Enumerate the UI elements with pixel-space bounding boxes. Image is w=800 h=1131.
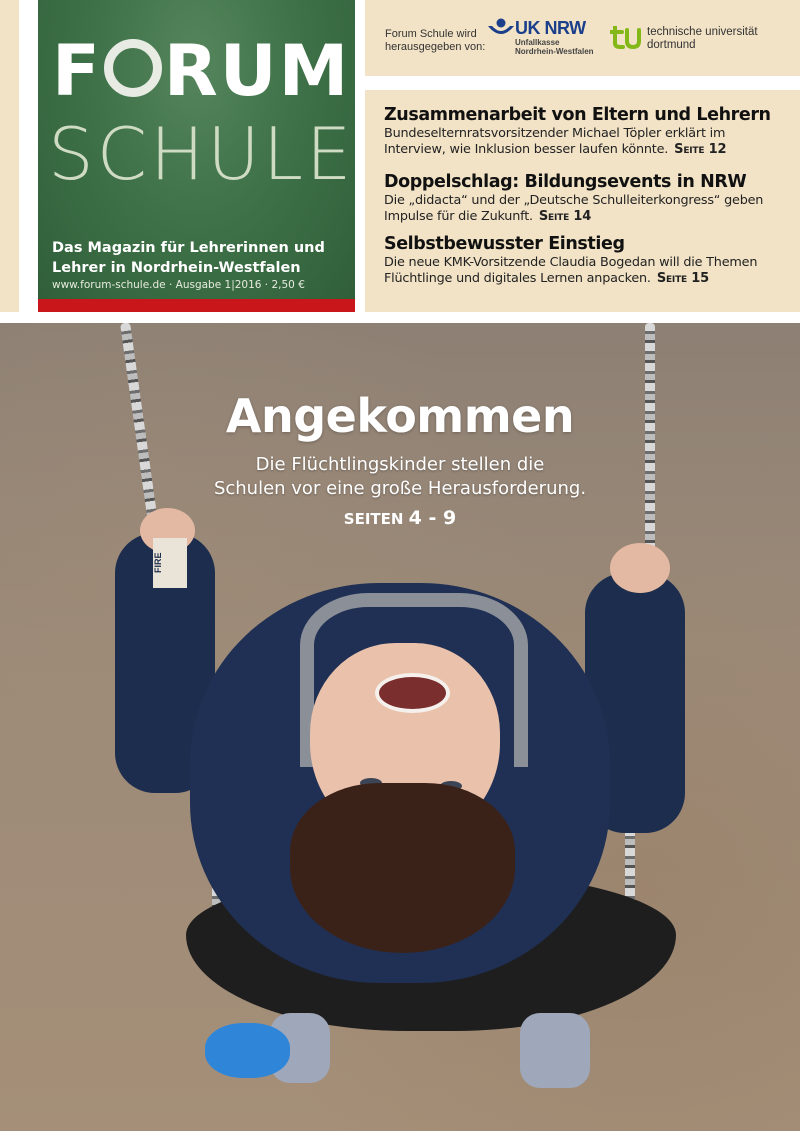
cover-subtitle-line-2: Schulen vor eine große Herausforderung. [213,478,587,499]
swing-chain-right [645,323,655,573]
uk-nrw-subtitle [515,38,594,56]
teaser-text-line-1: Bundeselternratsvorsitzender Michael Töpler erklärt im [384,126,726,141]
teaser-text [384,126,794,158]
teaser-1[interactable] [384,104,794,158]
teaser-title: Doppelschlag: Bildungsevents in NRW [384,172,747,192]
cover-photo [0,323,800,1131]
hand-right [610,543,670,593]
laughing-mouth [375,673,450,713]
red-accent-bar [38,299,355,312]
teaser-text-line-1: Die neue KMK-Vorsitzende Claudia Bogedan will die Themen [384,255,758,270]
teaser-text [384,255,794,287]
masthead-panel [38,0,355,312]
uk-nrw-sub-1: Unfallkasse [515,38,560,47]
logo-forum-f: F [52,30,102,112]
teaser-page-ref: Seite 14 [538,209,592,224]
tu-line-1: technische universität [647,26,758,38]
sleeve-label: FIRE [153,538,187,588]
tagline-line-1: Das Magazin für Lehrerinnen und [52,240,325,256]
cover-pages-range: 4 - 9 [408,507,457,529]
cover-pages-label: SEITEN [343,510,404,528]
teaser-title: Zusammenarbeit von Eltern und Lehrern [384,105,771,125]
shoe-left [205,1023,290,1078]
cover-subtitle [0,453,800,501]
tu-dortmund-logo-icon [610,26,642,50]
cover-subtitle-line-1: Die Flüchtlingskinder stellen die [255,454,545,475]
teaser-2[interactable] [384,171,794,225]
teaser-text-line-2: Impulse für die Zukunft. [384,209,533,224]
tu-line-2: dortmund [647,39,696,51]
teaser-3[interactable] [384,233,794,287]
teaser-text [384,193,794,225]
teaser-page-ref: Seite 15 [656,271,709,286]
publisher-intro-line-2: herausgegeben von: [385,41,486,53]
teaser-text-line-1: Die „didacta“ und der „Deutsche Schulleiterkongress“ geben [384,193,764,208]
issue-meta: www.forum-schule.de · Ausgabe 1|2016 · 2,50 € [52,279,305,291]
logo-forum-rum: RUM [163,30,351,112]
tagline-line-2: Lehrer in Nordrhein-Westfalen [52,260,301,276]
publisher-intro-line-1: Forum Schule wird [385,28,477,40]
cover-page-ref[interactable] [0,507,800,529]
teaser-box [365,90,800,312]
logo-forum [52,30,351,112]
hair [290,783,515,953]
uk-nrw-title: UK NRW [515,18,586,38]
tu-dortmund-name [647,26,758,52]
uk-nrw-emblem-icon [488,18,514,40]
tagline [52,238,352,278]
chalk-circle-o-icon [104,39,162,97]
logo-schule: SCHULE [48,112,355,196]
teaser-page-ref: Seite 12 [674,142,727,157]
uk-nrw-sub-2: Nordrhein-Westfalen [515,47,594,56]
teaser-title: Selbstbewusster Einstieg [384,234,625,254]
left-margin-strip [0,0,19,312]
teaser-text-line-2: Flüchtlinge und digitales Lernen anpacken. [384,271,651,286]
cover-headline: Angekommen [225,389,575,443]
publisher-intro [385,28,485,54]
teaser-text-line-2: Interview, wie Inklusion besser laufen könnte. [384,142,669,157]
sock-right [520,1013,590,1088]
publisher-box [365,0,800,76]
